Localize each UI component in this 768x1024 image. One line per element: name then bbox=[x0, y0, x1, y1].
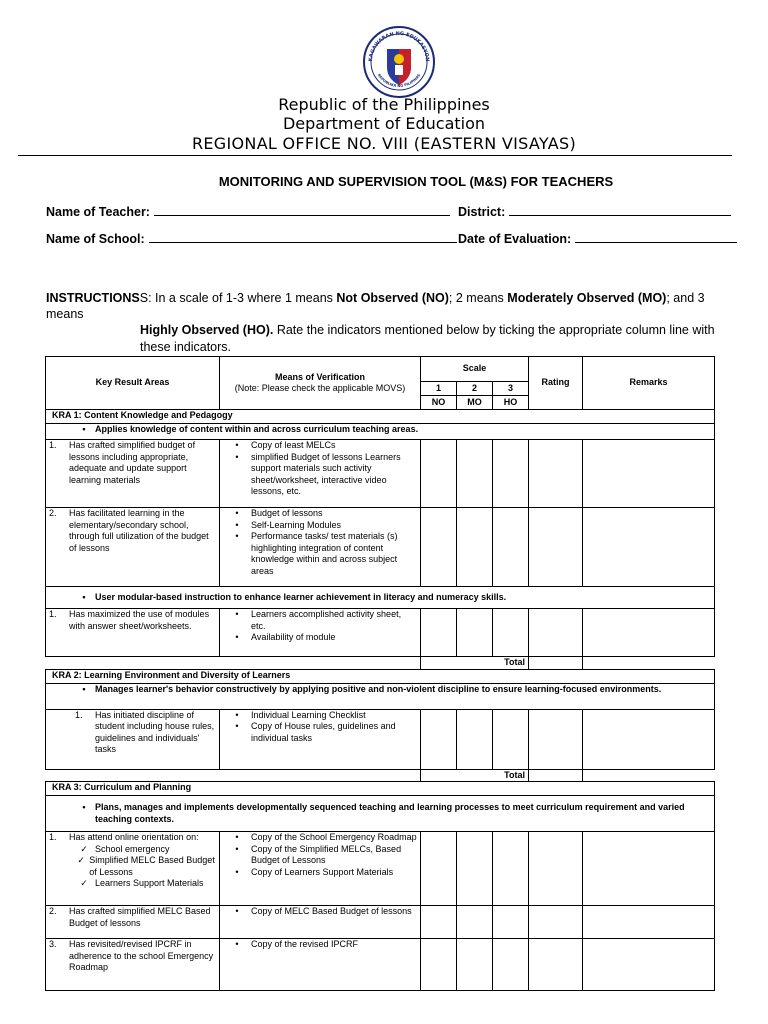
scale-cell[interactable] bbox=[493, 609, 529, 657]
table-row: 2. Has crafted simplified MELC Based Budget of lessons • Copy of MELC Based Budget of lessons bbox=[46, 906, 715, 939]
col-scale: Scale bbox=[421, 357, 529, 382]
instructions-cont: Highly Observed (HO). Rate the indicators mentioned below by ticking the appropriate column line with these indicators. bbox=[140, 323, 715, 354]
republic-line: Republic of the Philippines bbox=[278, 95, 490, 114]
deped-seal bbox=[362, 25, 436, 99]
total-row bbox=[46, 769, 715, 782]
ms-tool-table bbox=[45, 356, 715, 991]
rating-cell[interactable] bbox=[529, 440, 583, 508]
school-name-field[interactable]: Name of School: bbox=[46, 230, 457, 246]
scale-cell[interactable] bbox=[421, 906, 457, 939]
scale-cell[interactable] bbox=[457, 508, 493, 587]
check-icon: ✓ bbox=[77, 855, 85, 865]
teacher-name-field[interactable]: Name of Teacher: bbox=[46, 203, 450, 219]
svg-text:KAGAWARAN NG EDUKASYON: KAGAWARAN NG EDUKASYON bbox=[367, 30, 431, 62]
table-header-row bbox=[46, 357, 715, 382]
remarks-cell[interactable] bbox=[583, 832, 715, 906]
scale-cell[interactable] bbox=[457, 709, 493, 769]
remarks-cell[interactable] bbox=[583, 939, 715, 991]
regional-office-line: REGIONAL OFFICE NO. VIII (EASTERN VISAYAS) bbox=[191, 134, 576, 153]
scale-cell[interactable] bbox=[493, 440, 529, 508]
scale-cell[interactable] bbox=[457, 906, 493, 939]
evaluation-date-field[interactable]: Date of Evaluation: bbox=[458, 230, 737, 246]
indicator-4: • Plans, manages and implements developmentally sequenced teaching and learning processes to meet curriculum requirement and varied teaching contexts. bbox=[46, 796, 715, 832]
total-label: Total bbox=[421, 657, 529, 670]
scale-cell[interactable] bbox=[493, 709, 529, 769]
remarks-cell[interactable] bbox=[583, 440, 715, 508]
col-mov: Means of Verification (Note: Please check the applicable MOVS) bbox=[220, 357, 421, 410]
scale-cell[interactable] bbox=[457, 440, 493, 508]
table-row: 1. Has crafted simplified budget of lessons including appropriate, adequate and update support learning materials • Copy of least MELCs • simplified Budget of lessons Learners support materials such activity sheet/worksheet, interactive video lessons, etc. bbox=[46, 440, 715, 508]
remarks-cell[interactable] bbox=[583, 709, 715, 769]
total-cell[interactable] bbox=[529, 657, 583, 670]
scale-cell[interactable] bbox=[421, 508, 457, 587]
check-icon: ✓ bbox=[80, 878, 88, 888]
scale-cell[interactable] bbox=[421, 832, 457, 906]
total-label: Total bbox=[421, 769, 529, 782]
remarks-cell[interactable] bbox=[583, 906, 715, 939]
scale-cell[interactable] bbox=[457, 939, 493, 991]
indicator-1: • Applies knowledge of content within and across curriculum teaching areas. bbox=[46, 424, 715, 440]
table-row: 1. Has attend online orientation on: ✓ School emergency ✓ Simplified MELC Based Budget of Lessons ✓ Learners Support Materials • Copy of the School Emergency Roadmap • Copy of the Simplified MELCs, Based Budget of Lessons • Copy of Learners Support Materials bbox=[46, 832, 715, 906]
rating-cell[interactable] bbox=[529, 939, 583, 991]
header-rule bbox=[18, 155, 732, 156]
scale-3: 3 bbox=[493, 382, 529, 396]
table-row: 1. Has initiated discipline of student including house rules, guidelines and individuals' tasks • Individual Learning Checklist • Copy of House rules, guidelines and individual tasks bbox=[46, 709, 715, 769]
district-field[interactable]: District: bbox=[458, 203, 731, 219]
scale-cell[interactable] bbox=[421, 939, 457, 991]
scale-cell[interactable] bbox=[421, 709, 457, 769]
kra2-heading: KRA 2: Learning Environment and Diversity of Learners bbox=[46, 669, 715, 683]
col-remarks: Remarks bbox=[583, 357, 715, 410]
kra3-heading: KRA 3: Curriculum and Planning bbox=[46, 782, 715, 796]
department-line: Department of Education bbox=[282, 114, 486, 133]
scale-cell[interactable] bbox=[493, 508, 529, 587]
indicator-2: • User modular-based instruction to enhance learner achievement in literacy and numeracy skills. bbox=[46, 587, 715, 609]
scale-mo: MO bbox=[457, 396, 493, 410]
indicator-3: • Manages learner's behavior constructively by applying positive and non-violent discipline to ensure learning-focused environments. bbox=[46, 683, 715, 709]
rating-cell[interactable] bbox=[529, 709, 583, 769]
table-row: 2. Has facilitated learning in the elementary/secondary school, through full utilization of the budget of lessons • Budget of lessons • Self-Learning Modules • Performance tasks/ test materials (s) highlighting integration of content knowledge within and across subject areas bbox=[46, 508, 715, 587]
rating-cell[interactable] bbox=[529, 906, 583, 939]
scale-cell[interactable] bbox=[493, 906, 529, 939]
instructions: INSTRUCTIONSS: In a scale of 1-3 where 1 means Not Observed (NO); 2 means Moderately Observed (MO); and 3 means bbox=[46, 291, 705, 321]
scale-1: 1 bbox=[421, 382, 457, 396]
total-cell[interactable] bbox=[529, 769, 583, 782]
table-row: 3. Has revisited/revised IPCRF in adherence to the school Emergency Roadmap • Copy of the revised IPCRF bbox=[46, 939, 715, 991]
scale-cell[interactable] bbox=[493, 939, 529, 991]
remarks-cell[interactable] bbox=[583, 609, 715, 657]
scale-2: 2 bbox=[457, 382, 493, 396]
scale-cell[interactable] bbox=[421, 609, 457, 657]
total-row bbox=[46, 657, 715, 670]
svg-text:REPUBLIKA NG PILIPINAS: REPUBLIKA NG PILIPINAS bbox=[376, 73, 422, 89]
rating-cell[interactable] bbox=[529, 508, 583, 587]
rating-cell[interactable] bbox=[529, 832, 583, 906]
scale-no: NO bbox=[421, 396, 457, 410]
scale-cell[interactable] bbox=[457, 832, 493, 906]
table-row: 1. Has maximized the use of modules with answer sheet/worksheets. • Learners accomplished activity sheet, etc. • Availability of module bbox=[46, 609, 715, 657]
kra1-heading: KRA 1: Content Knowledge and Pedagogy bbox=[46, 410, 715, 424]
remarks-cell[interactable] bbox=[583, 508, 715, 587]
col-rating: Rating bbox=[529, 357, 583, 410]
col-kra: Key Result Areas bbox=[46, 357, 220, 410]
rating-cell[interactable] bbox=[529, 609, 583, 657]
scale-cell[interactable] bbox=[421, 440, 457, 508]
scale-cell[interactable] bbox=[457, 609, 493, 657]
form-title: MONITORING AND SUPERVISION TOOL (M&S) FOR TEACHERS bbox=[218, 174, 614, 189]
scale-cell[interactable] bbox=[493, 832, 529, 906]
scale-ho: HO bbox=[493, 396, 529, 410]
check-icon: ✓ bbox=[80, 843, 88, 854]
